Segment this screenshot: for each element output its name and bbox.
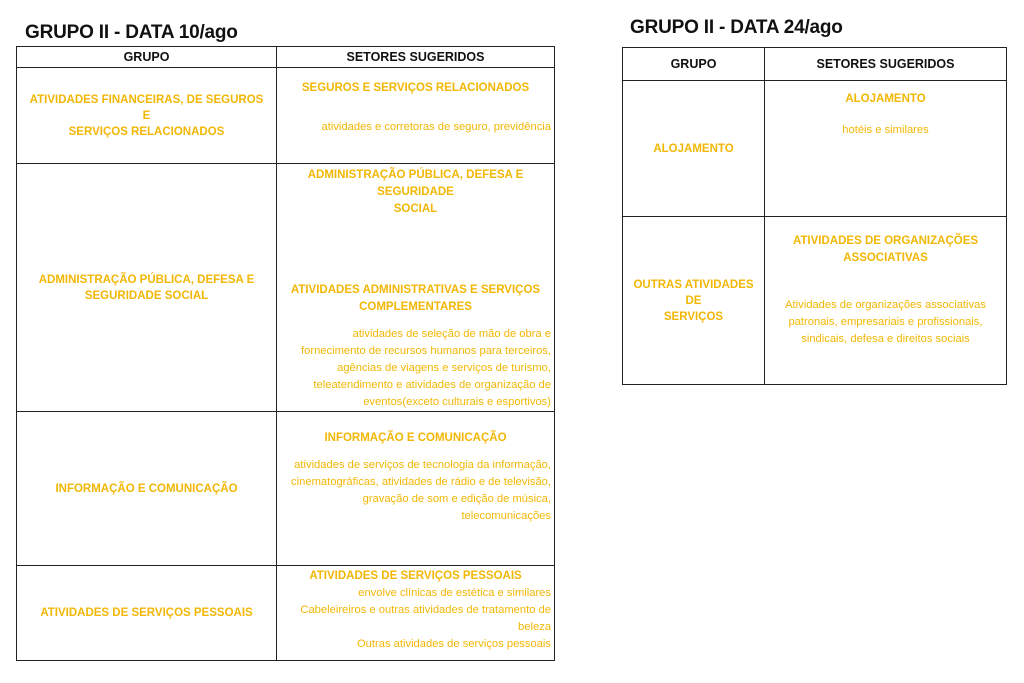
sector-description: envolve clínicas de estética e similares Cabeleireiros e outras atividades de tratamento de beleza Outras atividades de serviços pessoais (300, 587, 551, 650)
right-header-grupo: GRUPO (623, 48, 765, 81)
sectors-cell (277, 164, 555, 412)
left-header-setores: SETORES SUGERIDOS (277, 47, 555, 68)
group-label: SERVIÇOS RELACIONADOS (68, 125, 225, 138)
right-header-setores: SETORES SUGERIDOS (765, 48, 1007, 81)
sector-heading: ADMINISTRAÇÃO PÚBLICA, DEFESA E SEGURIDADE SOCIAL (307, 169, 524, 215)
table-row (623, 81, 1007, 217)
sectors-cell (277, 566, 555, 661)
group-cell (623, 217, 765, 385)
right-table-title: GRUPO II - DATA 24/ago (630, 17, 843, 38)
group-label: INFORMAÇÃO E COMUNICAÇÃO (55, 482, 238, 495)
table-row (17, 566, 555, 661)
sector-description: atividades de seleção de mão de obra e fornecimento de recursos humanos para terceiros, agências de viagens e serviços de turismo, teleatendimento e atividades de organização de eventos(exceto culturais e esportivos) (301, 328, 551, 408)
sector-heading: ALOJAMENTO (845, 93, 926, 105)
sector-heading: SEGUROS E SERVIÇOS RELACIONADOS (301, 82, 530, 94)
group-label: ALOJAMENTO (653, 142, 734, 155)
group-cell (17, 566, 277, 661)
sectors-cell (277, 68, 555, 164)
sectors-cell (765, 217, 1007, 385)
left-header-grupo: GRUPO (17, 47, 277, 68)
sectors-cell (277, 412, 555, 566)
right-sectors-table (622, 47, 1007, 385)
group-cell (17, 412, 277, 566)
right-header-row (623, 48, 1007, 81)
group-label: OUTRAS ATIVIDADES DE (633, 278, 754, 307)
sector-heading: ATIVIDADES DE ORGANIZAÇÕES ASSOCIATIVAS (792, 235, 979, 264)
group-label: SERVIÇOS (663, 310, 724, 323)
left-header-row (17, 47, 555, 68)
group-label: ATIVIDADES DE SERVIÇOS PESSOAIS (40, 607, 253, 619)
sector-description: atividades de serviços de tecnologia da informação, cinematográficas, atividades de rádio e de televisão, gravação de som e edição de música, telecomunicações (291, 459, 551, 522)
sectors-cell (765, 81, 1007, 217)
group-label: ATIVIDADES FINANCEIRAS, DE SEGUROS E (29, 93, 264, 122)
group-cell (17, 68, 277, 164)
group-label: SEGURIDADE SOCIAL (84, 289, 209, 302)
sector-description: Atividades de organizações associativas patronais, empresariais e profissionais, sindicais, defesa e direitos sociais (785, 299, 986, 345)
sector-heading: ATIVIDADES DE SERVIÇOS PESSOAIS (309, 570, 522, 582)
sector-heading: INFORMAÇÃO E COMUNICAÇÃO (324, 432, 507, 444)
group-cell (623, 81, 765, 217)
left-table-title: GRUPO II - DATA 10/ago (25, 22, 238, 43)
table-row (17, 164, 555, 412)
sector-description: atividades e corretoras de seguro, previdência (321, 121, 551, 133)
table-row (17, 68, 555, 164)
left-sectors-table (16, 46, 555, 661)
sector-heading: ATIVIDADES ADMINISTRATIVAS E SERVIÇOS COMPLEMENTARES (290, 284, 541, 313)
group-cell (17, 164, 277, 412)
table-row (623, 217, 1007, 385)
group-label: ADMINISTRAÇÃO PÚBLICA, DEFESA E (38, 273, 255, 286)
sector-description: hotéis e similares (842, 124, 929, 136)
table-row (17, 412, 555, 566)
